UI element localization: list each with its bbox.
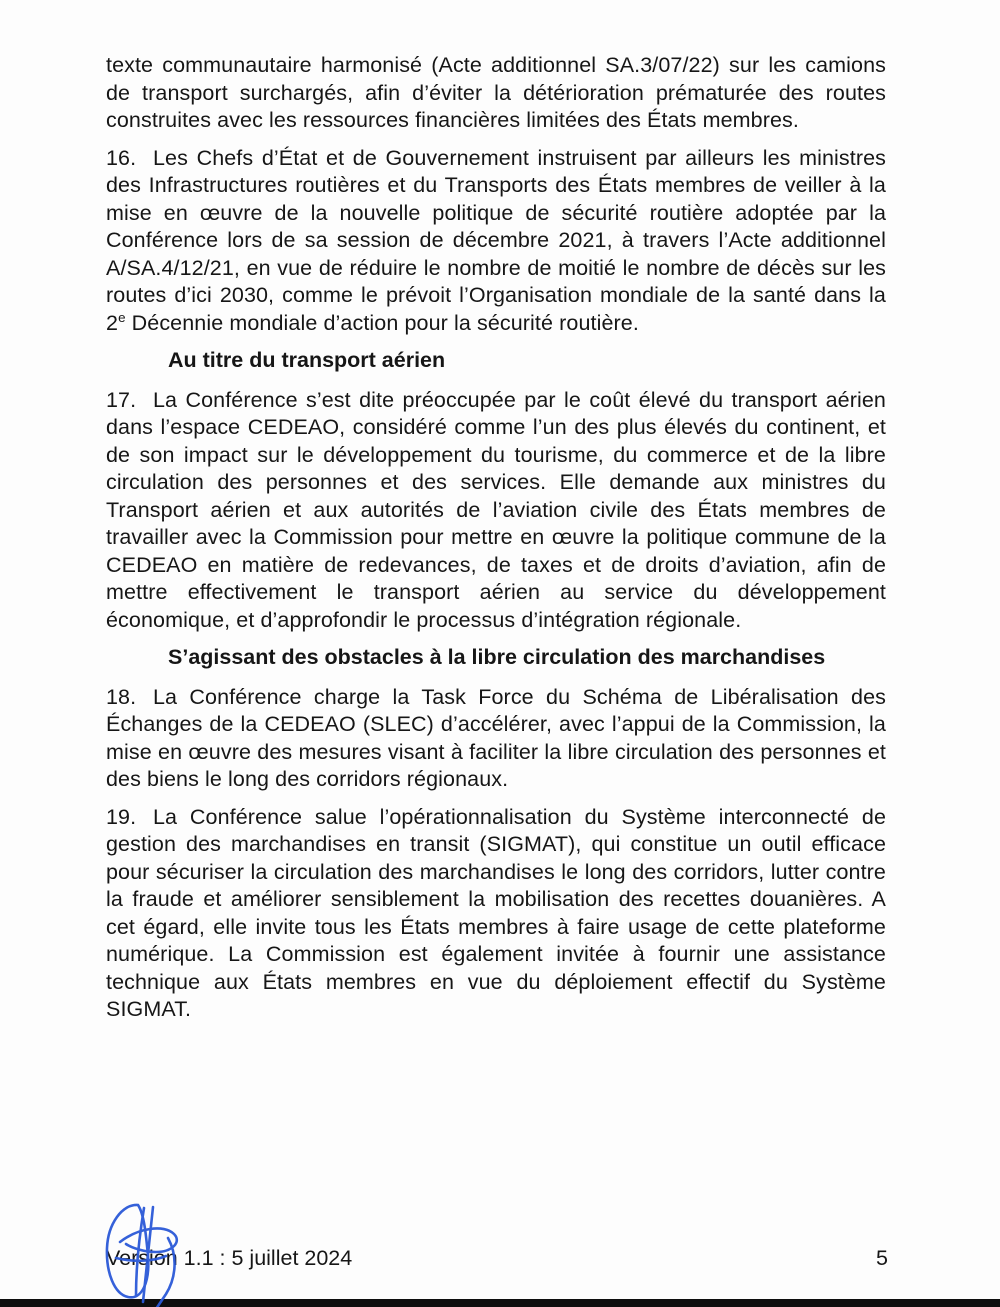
footer-version-label: Version 1.1 : 5 juillet 2024 (106, 1246, 353, 1270)
paragraph-16-number: 16. (106, 145, 137, 170)
paragraph-16 (106, 145, 886, 338)
scan-edge-bar (0, 1299, 1000, 1307)
paragraph-19-text: La Conférence salue l’opérationnalisation du Système interconnecté de gestion des marchandises en transit (SIGMAT), qui constitue un outil efficace pour sécuriser la circulation des marchandises le long des corridors, lutter contre la fraude et améliorer sensiblement la mobilisation des recettes douanières. A cet égard, elle invite tous les États membres à faire usage de cette plateforme numérique. La Commission est également invitée à fournir une assistance technique aux États membres en vue du déploiement effectif du Système SIGMAT. (106, 804, 886, 1021)
footer-page-number: 5 (876, 1246, 888, 1270)
paragraph-18 (106, 684, 886, 794)
paragraph-16-text-end: Décennie mondiale d’action pour la sécurité routière. (125, 310, 639, 335)
paragraph-15-text: texte communautaire harmonisé (Acte additionnel SA.3/07/22) sur les camions de transport surchargés, afin d’éviter la détérioration prématurée des routes construites avec les ressources financières limitées des États membres. (106, 53, 886, 132)
paragraph-18-text: La Conférence charge la Task Force du Schéma de Libéralisation des Échanges de la CEDEAO (SLEC) d’accélérer, avec l’appui de la Commission, la mise en œuvre des mesures visant à faciliter la libre circulation des personnes et des biens le long des corridors régionaux. (106, 684, 886, 791)
paragraph-17 (106, 387, 886, 635)
paragraph-19-number: 19. (106, 804, 137, 829)
paragraph-16-text: Les Chefs d’État et de Gouvernement instruisent par ailleurs les ministres des Infrastructures routières et du Transports des États membres de veiller à la mise en œuvre de la nouvelle politique de sécurité routière adoptée par la Conférence lors de sa session de décembre 2021, à travers l’Acte additionnel A/SA.4/12/21, en vue de réduire le nombre de moitié le nombre de décès sur les routes d’ici 2030, comme le prévoit l’Organisation mondiale de la santé dans la 2 (106, 145, 886, 335)
superscript-e: e (118, 309, 126, 325)
paragraph-15-continuation (106, 52, 886, 135)
paragraph-18-number: 18. (106, 684, 137, 709)
page-footer (106, 1244, 888, 1272)
paragraph-19 (106, 804, 886, 1024)
paragraph-17-number: 17. (106, 387, 137, 412)
heading-libre-circulation-marchandises: S’agissant des obstacles à la libre circulation des marchandises (168, 645, 826, 669)
heading-transport-aerien: Au titre du transport aérien (168, 348, 446, 372)
paragraph-17-text: La Conférence s’est dite préoccupée par le coût élevé du transport aérien dans l’espace CEDEAO, considéré comme l’un des plus élevés du continent, et de son impact sur le développement du tourisme, du commerce et de la libre circulation des personnes et des services. Elle demande aux ministres du Transport aérien et aux autorités de l’aviation civile des États membres de travailler avec la Commission pour mettre en œuvre la politique commune de la CEDEAO en matière de redevances, de taxes et de droits d’aviation, afin de mettre effectivement le transport aérien au service du développement économique, et d’approfondir le processus d’intégration régionale. (106, 387, 886, 632)
page-content (106, 52, 886, 1034)
